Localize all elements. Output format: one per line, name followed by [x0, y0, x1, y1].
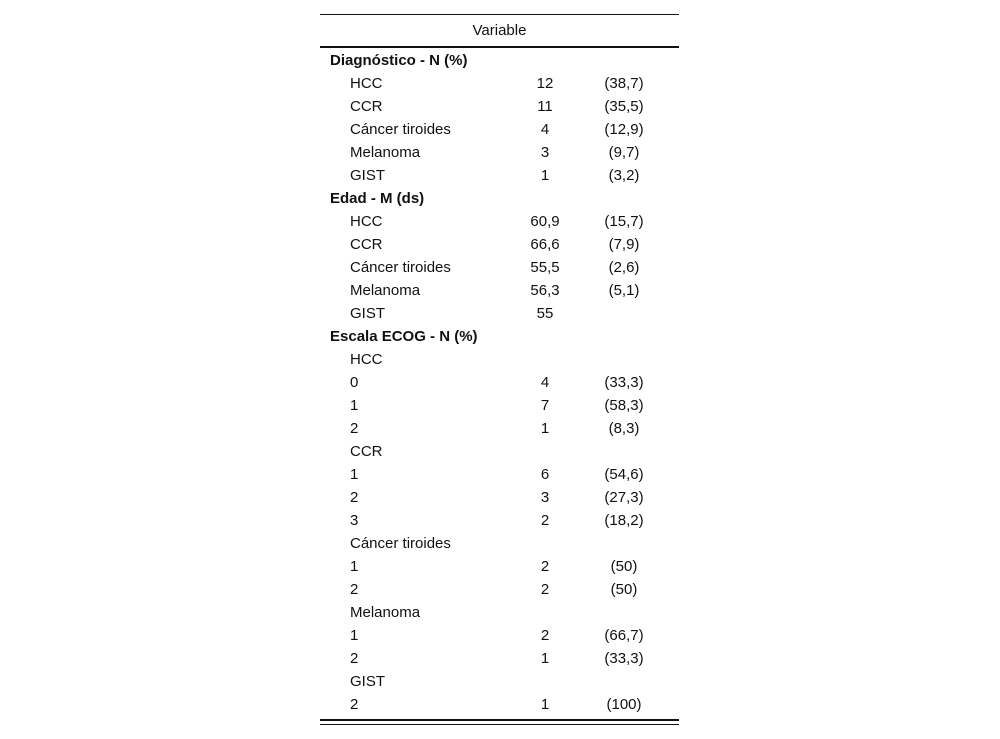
table-row: [320, 417, 679, 440]
table-row: [320, 670, 679, 693]
row-percent: (8,3): [608, 420, 640, 437]
table-row: [320, 555, 679, 578]
row-label: GIST: [350, 305, 386, 322]
row-label: Melanoma: [350, 282, 421, 299]
table-row: [320, 256, 679, 279]
table-row: [320, 624, 679, 647]
row-value: 1: [540, 167, 550, 184]
row-label: 2: [350, 650, 359, 667]
table-row: [320, 532, 679, 555]
row-label: HCC: [350, 213, 383, 230]
row-percent: (66,7): [604, 627, 644, 644]
table-row: [320, 486, 679, 509]
section-label: Edad - M (ds): [330, 190, 425, 207]
row-value: 3: [540, 489, 550, 506]
row-label: 1: [350, 397, 359, 414]
table-section-row: [320, 325, 679, 348]
table-row: [320, 141, 679, 164]
table-row: [320, 118, 679, 141]
row-label: 3: [350, 512, 359, 529]
row-value: 11: [537, 98, 553, 115]
row-label: 2: [350, 696, 359, 713]
row-label: 1: [350, 466, 359, 483]
row-label: 2: [350, 581, 359, 598]
row-value: 56,3: [530, 282, 560, 299]
row-label: 2: [350, 420, 359, 437]
row-label: GIST: [350, 167, 386, 184]
row-percent: (38,7): [604, 75, 644, 92]
section-label: Escala ECOG - N (%): [330, 328, 478, 345]
row-percent: (58,3): [604, 397, 644, 414]
row-percent: (15,7): [604, 213, 644, 230]
table-row: [320, 164, 679, 187]
row-value: 1: [540, 420, 550, 437]
table-row: [320, 210, 679, 233]
row-value: 2: [540, 558, 550, 575]
row-label: Melanoma: [350, 604, 421, 621]
row-label: Cáncer tiroides: [350, 121, 451, 138]
row-value: 2: [540, 627, 550, 644]
row-percent: (33,3): [604, 374, 644, 391]
row-label: Cáncer tiroides: [350, 535, 451, 552]
row-label: Melanoma: [350, 144, 421, 161]
row-value: 55,5: [530, 259, 560, 276]
row-percent: (12,9): [604, 121, 644, 138]
row-label: 1: [350, 627, 359, 644]
row-label: 1: [350, 558, 359, 575]
table-row: [320, 279, 679, 302]
row-label: CCR: [350, 236, 383, 253]
row-percent: (9,7): [608, 144, 640, 161]
row-percent: (18,2): [604, 512, 644, 529]
row-value: 66,6: [530, 236, 560, 253]
table-row: [320, 371, 679, 394]
row-percent: (54,6): [604, 466, 644, 483]
table-row: [320, 578, 679, 601]
row-label: HCC: [350, 75, 383, 92]
row-value: 1: [540, 650, 550, 667]
row-value: 7: [540, 397, 550, 414]
table-section-row: [320, 187, 679, 210]
table-row: [320, 509, 679, 532]
row-value: 2: [540, 581, 550, 598]
row-label: HCC: [350, 351, 383, 368]
row-value: 4: [540, 374, 550, 391]
row-percent: (35,5): [604, 98, 644, 115]
table-header-variable: Variable: [320, 15, 679, 48]
row-percent: (100): [606, 696, 642, 713]
table-row: [320, 693, 679, 716]
table-section-row: [320, 49, 679, 72]
row-label: Cáncer tiroides: [350, 259, 451, 276]
section-label: Diagnóstico - N (%): [330, 52, 468, 69]
row-percent: (27,3): [604, 489, 644, 506]
row-percent: (33,3): [604, 650, 644, 667]
row-percent: (3,2): [608, 167, 640, 184]
row-percent: (2,6): [608, 259, 640, 276]
table-row: [320, 647, 679, 670]
row-label: CCR: [350, 98, 383, 115]
row-percent: (5,1): [608, 282, 640, 299]
row-label: 0: [350, 374, 359, 391]
row-value: 60,9: [530, 213, 560, 230]
row-value: 55: [536, 305, 554, 322]
row-label: GIST: [350, 673, 386, 690]
table-row: [320, 302, 679, 325]
table-row: [320, 463, 679, 486]
row-label: 2: [350, 489, 359, 506]
row-percent: (50): [610, 558, 638, 575]
table-row: [320, 95, 679, 118]
row-value: 4: [540, 121, 550, 138]
table-row: [320, 394, 679, 417]
table-bottom-rule: [320, 719, 679, 725]
table-row: [320, 440, 679, 463]
row-value: 6: [540, 466, 550, 483]
data-table: [320, 14, 679, 725]
row-percent: (50): [610, 581, 638, 598]
row-value: 2: [540, 512, 550, 529]
table-row: [320, 601, 679, 624]
row-value: 1: [540, 696, 550, 713]
row-value: 12: [536, 75, 554, 92]
table-row: [320, 348, 679, 371]
row-value: 3: [540, 144, 550, 161]
table-row: [320, 72, 679, 95]
table-body: [320, 49, 679, 716]
row-label: CCR: [350, 443, 383, 460]
table-row: [320, 233, 679, 256]
row-percent: (7,9): [608, 236, 640, 253]
